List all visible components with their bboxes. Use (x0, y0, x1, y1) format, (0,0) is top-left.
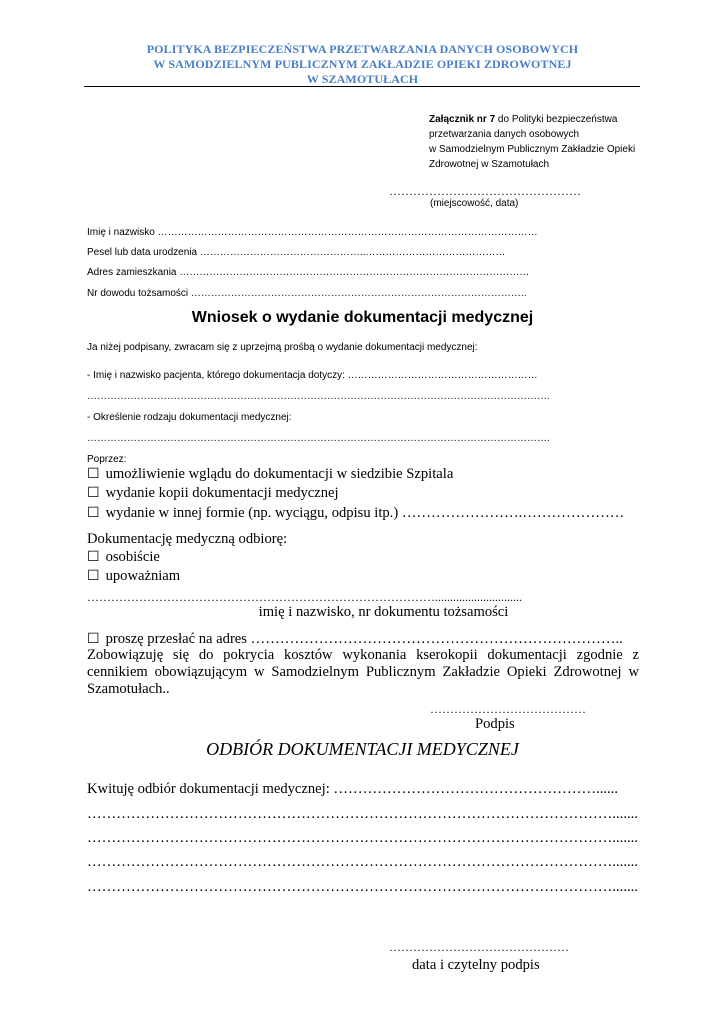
header-divider (84, 86, 640, 87)
header-line-1: POLITYKA BEZPIECZEŃSTWA PRZETWARZANIA DANYCH OSOBOWYCH (146, 42, 579, 56)
signature-field: ………………………………… (430, 702, 586, 716)
applicant-name-field: Imię i nazwisko …………………………………………………………………………………………………… (87, 227, 538, 238)
checkbox-icon[interactable]: ☐ (87, 486, 100, 501)
documentation-type-label: - Określenie rodzaju dokumentacji medycznej: (87, 412, 292, 423)
attachment-line-2: przetwarzania danych osobowych (429, 129, 580, 140)
checkbox-icon[interactable]: ☐ (87, 632, 100, 647)
receiver-authorized[interactable] (87, 568, 180, 585)
receiver-label: Dokumentację medyczną odbiorę: (87, 531, 288, 547)
receipt-line-5: ………………………………………………………………………………………………....... (87, 879, 638, 895)
receipt-signature-label: data i czytelny podpis (412, 957, 540, 973)
receipt-line-4: ………………………………………………………………………………………………....... (87, 854, 638, 870)
option-other-label: wydanie w innej formie (np. wyciągu, odpisu itp.) …………………….………………… (105, 505, 625, 521)
patient-name-continuation: …………………………………………………………………………………………………………………………. (87, 391, 550, 402)
checkbox-icon[interactable]: ☐ (87, 569, 100, 584)
checkbox-icon[interactable]: ☐ (87, 550, 100, 565)
receipt-line-1: Kwituję odbiór dokumentacji medycznej: ………………………………………………...... (87, 781, 618, 797)
option-mail-label: proszę przesłać na adres ………………………………………………………………….. (105, 631, 623, 647)
authorized-person-field: ……………………………………………………………………………............................. (87, 590, 522, 604)
form-title: Wniosek o wydanie dokumentacji medycznej (191, 309, 534, 326)
applicant-pesel-field: Pesel lub data urodzenia …………………………………………..…………………………………… (87, 247, 506, 258)
option-mail[interactable] (87, 631, 623, 648)
via-label: Poprzez: (87, 454, 127, 465)
attachment-line-3: w Samodzielnym Publicznym Zakładzie Opieki (429, 144, 636, 155)
receiver-personal-label: osobiście (105, 549, 160, 565)
receipt-line-2: ………………………………………………………………………………………………....... (87, 806, 638, 822)
receiver-personal[interactable] (87, 549, 160, 566)
header-line-3: W SZAMOTUŁACH (306, 72, 419, 86)
receipt-title: ODBIÓR DOKUMENTACJI MEDYCZNEJ (206, 739, 519, 759)
attachment-line-1: do Polityki bezpieczeństwa (495, 114, 618, 125)
option-copy[interactable] (87, 485, 339, 502)
receipt-line-3: ………………………………………………………………………………………………....... (87, 830, 638, 846)
option-view-on-site[interactable] (87, 466, 453, 483)
obligation-text: Zobowiązuję się do pokrycia kosztów wykonania kserokopii dokumentacji zgodnie z cennikiem obowiązującym w Samodzielnym Publicznym Zakładzie Opieki Zdrowotnej w Szamotułach.. (87, 647, 639, 697)
place-date-field: ………………………………………… (389, 184, 581, 198)
checkbox-icon[interactable]: ☐ (87, 467, 100, 482)
option-other-form[interactable] (87, 505, 624, 522)
patient-name-field: - Imię i nazwisko pacjenta, którego dokumentacja dotyczy: ………………………………………………… (87, 370, 538, 381)
option-view-label: umożliwienie wglądu do dokumentacji w siedzibie Szpitala (105, 466, 454, 482)
applicant-address-field: Adres zamieszkania …………………………………………………………………………………………… (87, 267, 530, 278)
option-copy-label: wydanie kopii dokumentacji medycznej (105, 485, 339, 501)
applicant-id-field: Nr dowodu tożsamości ……………………………………………………………………………………….. (87, 288, 527, 299)
header-line-2: W SAMODZIELNYM PUBLICZNYM ZAKŁADZIE OPIEKI ZDROWOTNEJ (153, 57, 572, 71)
attachment-number: Załącznik nr 7 (429, 114, 496, 125)
form-intro: Ja niżej podpisany, zwracam się z uprzejmą prośbą o wydanie dokumentacji medycznej: (87, 342, 478, 353)
attachment-note (429, 113, 635, 171)
receiver-authorized-label: upoważniam (105, 568, 181, 584)
place-date-label: (miejscowość, data) (430, 198, 519, 209)
authorized-person-caption: imię i nazwisko, nr dokumentu tożsamości (258, 604, 509, 620)
attachment-line-4: Zdrowotnej w Szamotułach (429, 159, 550, 170)
receipt-signature-field: ……………………………………… (389, 940, 569, 954)
documentation-type-field: …………………………………………………………………………………………………………………………. (87, 433, 550, 444)
checkbox-icon[interactable]: ☐ (87, 506, 100, 521)
signature-label: Podpis (475, 716, 515, 732)
